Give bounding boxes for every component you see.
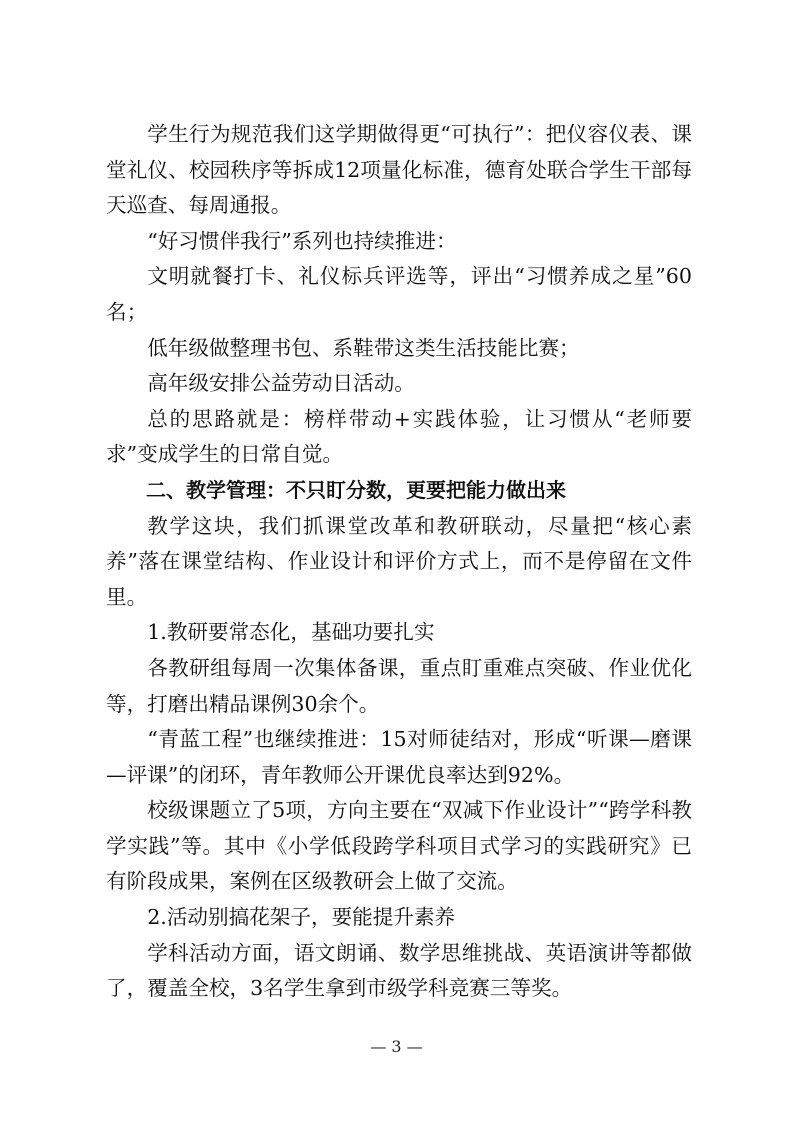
subheading-research-routine: 1.教研要常态化，基础功要扎实: [147, 620, 435, 645]
paragraph-teaching-intro: 教学这块，我们抓课堂改革和教研联动，尽量把“核心素养”落在课堂结构、作业设计和评价方式上，而不是停留在文件里。: [106, 513, 692, 609]
paragraph-research-projects: 校级课题立了5项，方向主要在“双减下作业设计”“跨学科教学实践”等。其中《小学低段跨学科项目式学习的实践研究》已有阶段成果，案例在区级教研会上做了交流。: [106, 798, 692, 894]
paragraph-mentorship: “青蓝工程”也继续推进：15对师徒结对，形成“听课—磨课—评课”的闭环，青年教师公开课优良率达到92%。: [106, 727, 692, 787]
paragraph-lower-grades: 低年级做整理书包、系鞋带这类生活技能比赛；: [147, 335, 580, 360]
page-number: — 3 —: [370, 1037, 423, 1056]
paragraph-dining-etiquette: 文明就餐打卡、礼仪标兵评选等，评出“习惯养成之星”60名；: [106, 264, 692, 324]
paragraph-collective-prep: 各教研组每周一次集体备课，重点盯重难点突破、作业优化等，打磨出精品课例30余个。: [106, 655, 692, 716]
paragraph-summary: 总的思路就是：榜样带动+实践体验，让习惯从“老师要求”变成学生的日常自觉。: [106, 406, 692, 467]
paragraph-subject-activities: 学科活动方面，语文朗诵、数学思维挑战、英语演讲等都做了，覆盖全校，3名学生拿到市级学科竞赛三等奖。: [106, 940, 692, 1001]
paragraph-good-habits-series: “好习惯伴我行”系列也持续推进：: [147, 228, 457, 253]
paragraph-behavior-norms: 学生行为规范我们这学期做得更“可执行”：把仪容仪表、课堂礼仪、校园秩序等拆成12项量化标准，德育处联合学生干部每天巡查、每周通报。: [106, 122, 692, 218]
section-heading-teaching-management: 二、教学管理：不只盯分数，更要把能力做出来: [146, 477, 566, 502]
paragraph-upper-grades: 高年级安排公益劳动日活动。: [147, 371, 415, 396]
document-body: [106, 117, 692, 1007]
subheading-activities: 2.活动别搞花架子，要能提升素养: [147, 905, 456, 930]
